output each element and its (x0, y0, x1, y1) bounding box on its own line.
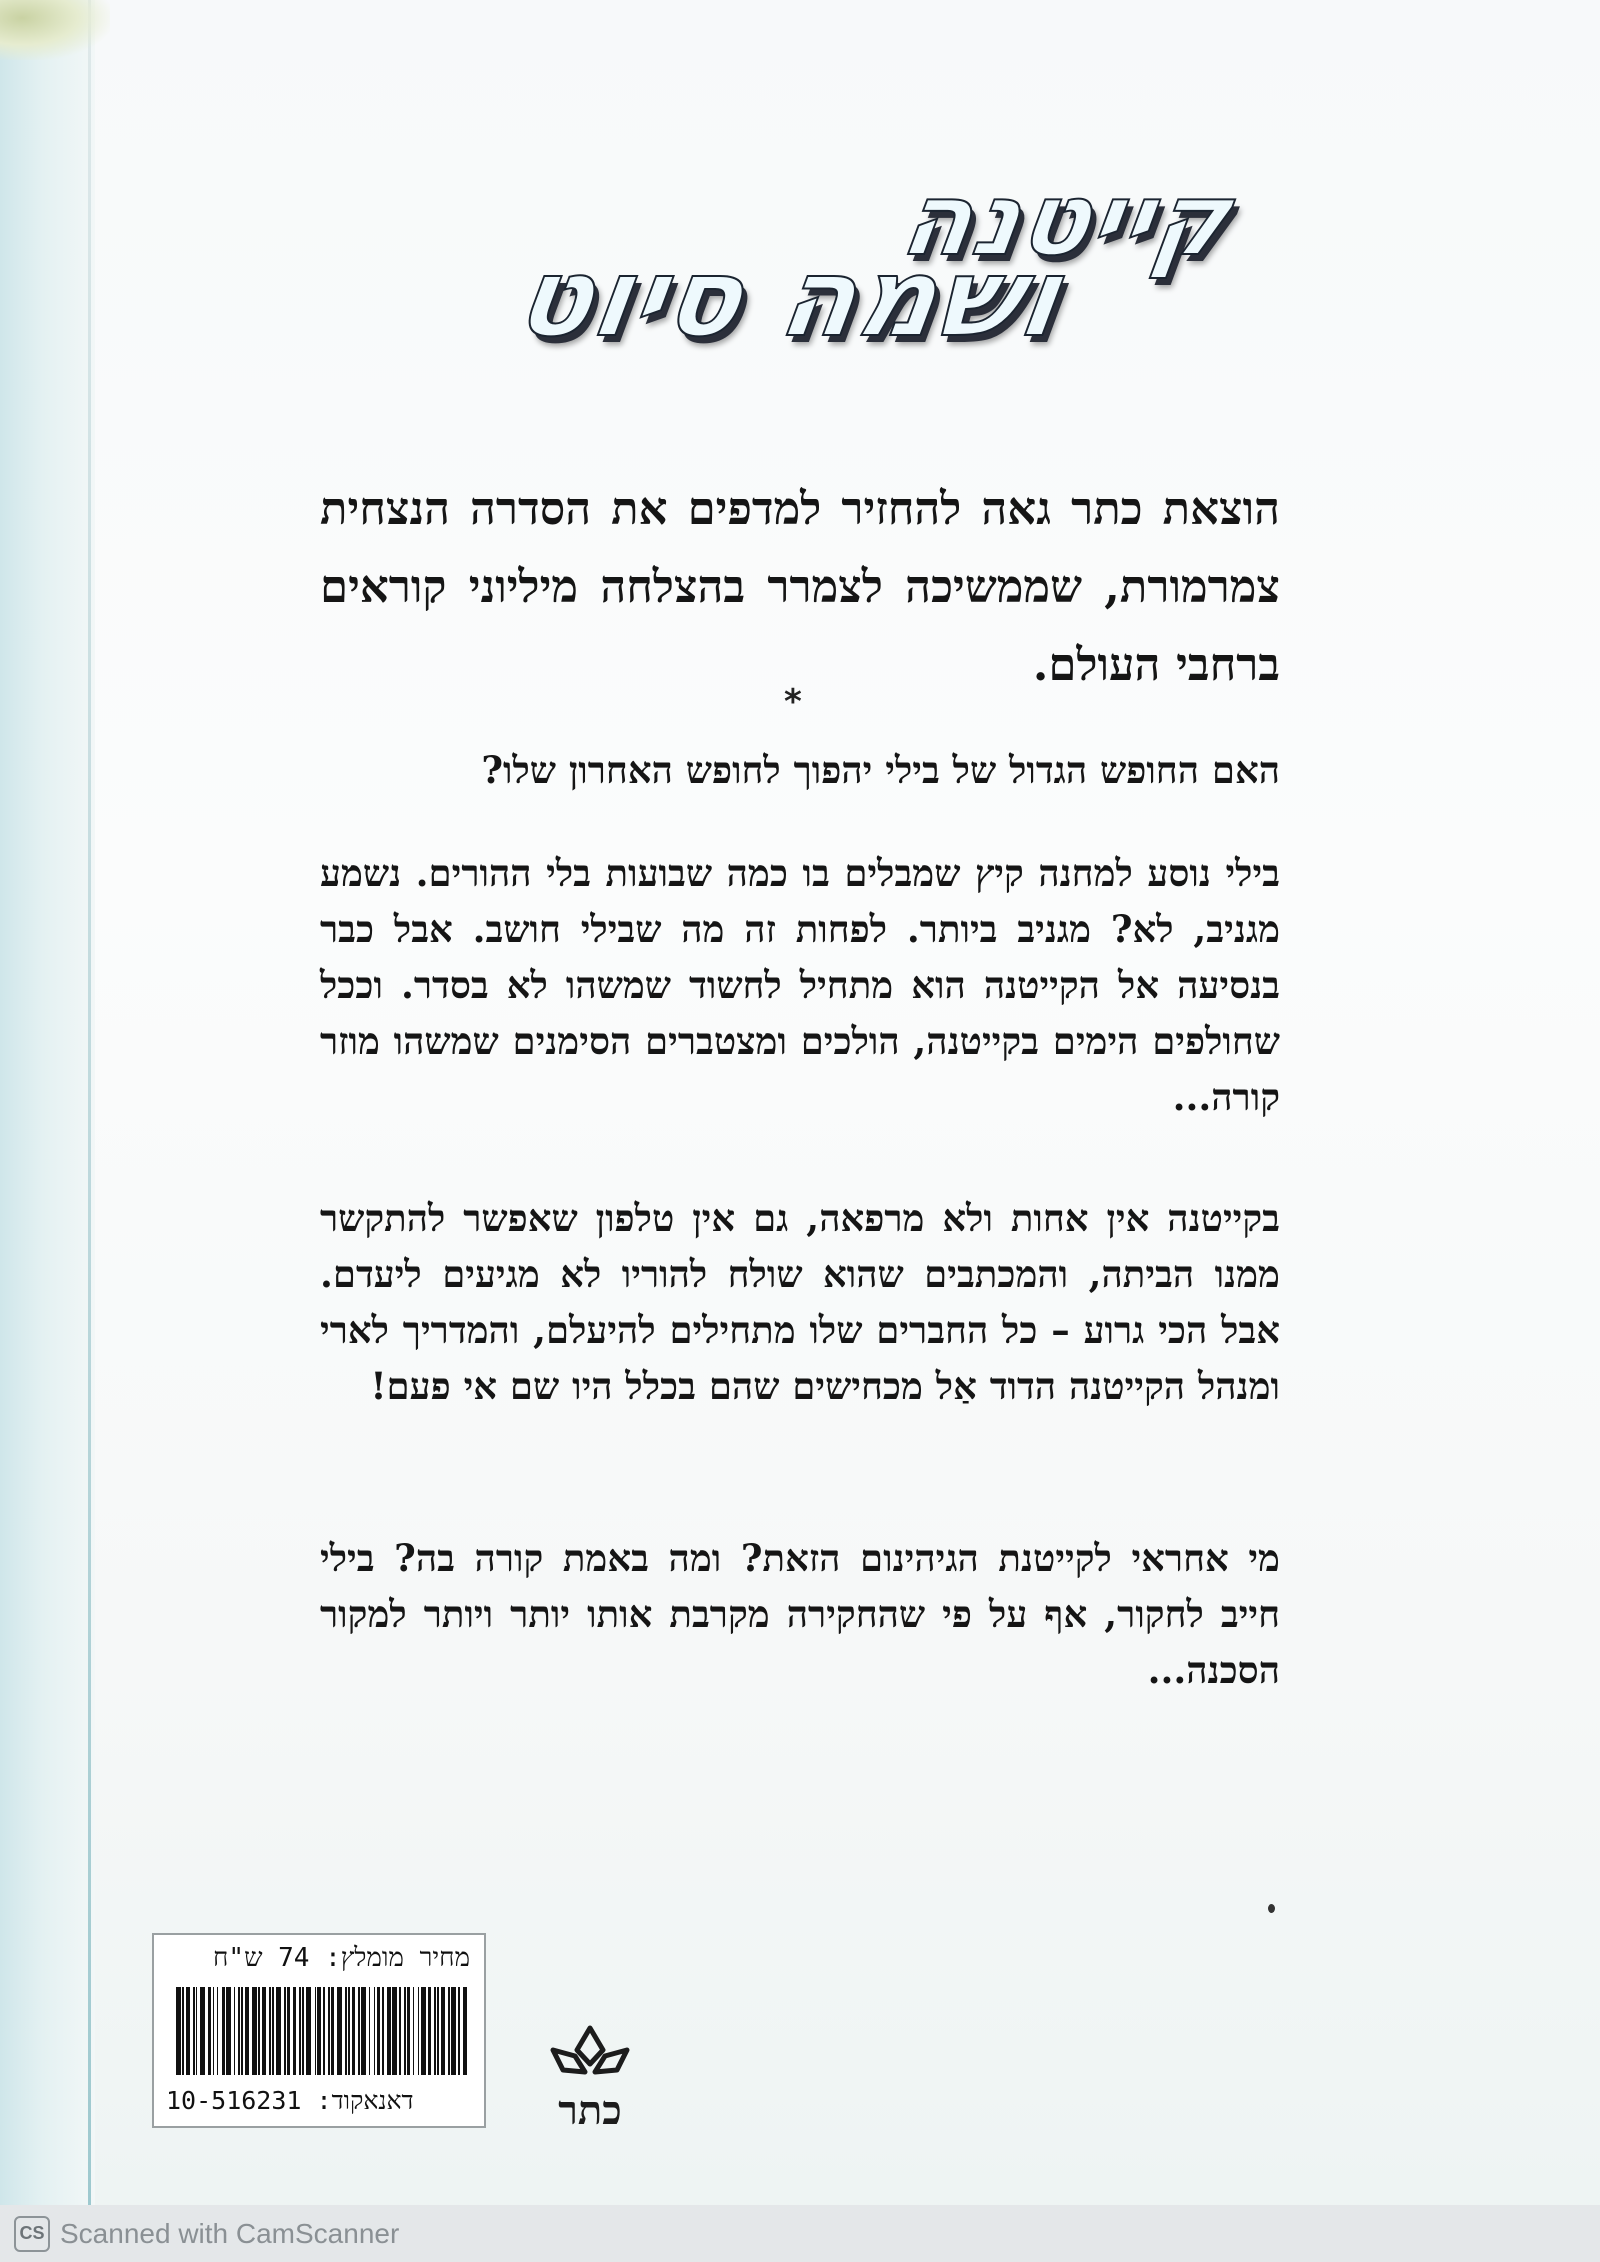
blurb-paragraph: מי אחראי לקייטנת הגיהינום הזאת? ומה באמת קורה בה? בילי חייב לחקור, אף על פי שהחקירה מקרבת אותו יותר ויותר למקור הסכנה... (320, 1536, 1280, 1692)
barcode-stripe (328, 1987, 330, 2075)
barcode-stripe (176, 1987, 181, 2075)
barcode-stripe (193, 1987, 195, 2075)
barcode-stripe (441, 1987, 444, 2075)
print-speck (1268, 1904, 1275, 1913)
barcode-stripe (377, 1987, 380, 2075)
book-title-line-1: קייטנה (893, 161, 1241, 278)
barcode-stripe (234, 1987, 236, 2075)
barcode-stripe (226, 1987, 231, 2075)
barcode-stripe (284, 1987, 286, 2075)
barcode-stripe (262, 1987, 265, 2075)
barcode-stripe (315, 1987, 317, 2075)
barcode-stripe (345, 1987, 347, 2075)
publisher-wordmark: כתר (558, 2087, 622, 2134)
barcode-stripe (213, 1987, 215, 2075)
barcode-stripe (358, 1987, 360, 2075)
barcode-stripe (196, 1987, 198, 2075)
barcode-stripe (299, 1987, 301, 2075)
price-sticker (152, 1933, 486, 2128)
barcode-stripe (269, 1987, 271, 2075)
barcode-stripe (272, 1987, 274, 2075)
barcode-stripe (222, 1987, 225, 2075)
barcode-stripe (428, 1987, 431, 2075)
barcode-stripe (245, 1987, 248, 2075)
barcode-stripe (317, 1987, 320, 2075)
barcode-stripe (241, 1987, 243, 2075)
blurb-intro: הוצאת כתר גאה להחזיר למדפים את הסדרה הנצחית צמרמורת, שממשיכה לצמרר בהצלחה מיליוני קוראים ברחבי העולם. (320, 482, 1280, 691)
barcode-stripe (421, 1987, 426, 2075)
barcode-stripe (392, 1987, 397, 2075)
barcode-stripe (238, 1987, 240, 2075)
barcode-stripe (217, 1987, 219, 2075)
barcode-stripe (387, 1987, 390, 2075)
barcode-stripe (337, 1987, 342, 2075)
barcode-stripe (463, 1987, 466, 2075)
barcode-stripe (451, 1987, 456, 2075)
barcode-stripe (369, 1987, 371, 2075)
barcode-stripe (287, 1987, 290, 2075)
barcode-stripe (399, 1987, 401, 2075)
blurb-paragraph: בקייטנה אין אחות ולא מרפאה, גם אין טלפון שאפשר להתקשר ממנו הביתה, והמכתבים שהוא שולח להוריו לא מגיעים ליעדם. אבל הכי גרוע – כל החברים שלו מתחילים להיעלם, והמדריך לארי ומנהל הקייטנה הדוד אַל מכחישים שהם בכלל היו שם אי פעם! (320, 1196, 1280, 1408)
barcode-stripe (323, 1987, 325, 2075)
barcode-stripe (200, 1987, 205, 2075)
barcode-stripe (407, 1987, 410, 2075)
recommended-price: מחיר מומלץ: 74 ש"ח (213, 1943, 470, 1973)
barcode-stripe (276, 1987, 281, 2075)
blurb-question: האם החופש הגדול של בילי יהפוך לחופש האחרון שלו? (481, 748, 1280, 792)
corner-stain (0, 0, 110, 60)
scanner-watermark-text: Scanned with CamScanner (60, 2217, 400, 2249)
barcode-stripe (437, 1987, 439, 2075)
spine-crease (88, 0, 91, 2205)
barcode-stripe (258, 1987, 260, 2075)
barcode-stripe (293, 1987, 296, 2075)
barcode-stripe (382, 1987, 384, 2075)
barcode-stripe (418, 1987, 420, 2075)
section-separator: * (784, 682, 802, 722)
book-title-line-2: ושמה סיוט (507, 236, 1072, 361)
barcode-stripe (348, 1987, 350, 2075)
barcode-stripe (361, 1987, 366, 2075)
danacode: דאנאקוד: 10-516231 (166, 2086, 414, 2115)
barcode-stripe (186, 1987, 189, 2075)
barcode (176, 1987, 468, 2075)
barcode-stripe (448, 1987, 450, 2075)
cover-spine (0, 0, 95, 2205)
barcode-stripe (302, 1987, 304, 2075)
barcode-stripe (458, 1987, 460, 2075)
barcode-stripe (413, 1987, 415, 2075)
camscanner-icon: CS (14, 2216, 50, 2252)
barcode-stripe (252, 1987, 257, 2075)
scanner-watermark-bar (0, 2205, 1600, 2262)
publisher-crown-logo (545, 2020, 635, 2135)
barcode-stripe (352, 1987, 355, 2075)
barcode-stripe (208, 1987, 211, 2075)
barcode-stripe (374, 1987, 376, 2075)
barcode-stripe (306, 1987, 311, 2075)
barcode-stripe (434, 1987, 436, 2075)
barcode-stripe (404, 1987, 406, 2075)
blurb-paragraph: בילי נוסע למחנה קיץ שמבלים בו כמה שבועות בלי ההורים. נשמע מגניב, לא? מגניב ביותר. לפחות זה מה שבילי חושב. אבל כבר בנסיעה אל הקייטנה הוא מתחיל לחשוד שמשהו לא בסדר. וככל שחולפים הימים בקייטנה, הולכים ומצטברים הסימנים שמשהו מוזר קורה... (320, 851, 1280, 1119)
barcode-stripe (182, 1987, 184, 2075)
barcode-stripe (331, 1987, 334, 2075)
